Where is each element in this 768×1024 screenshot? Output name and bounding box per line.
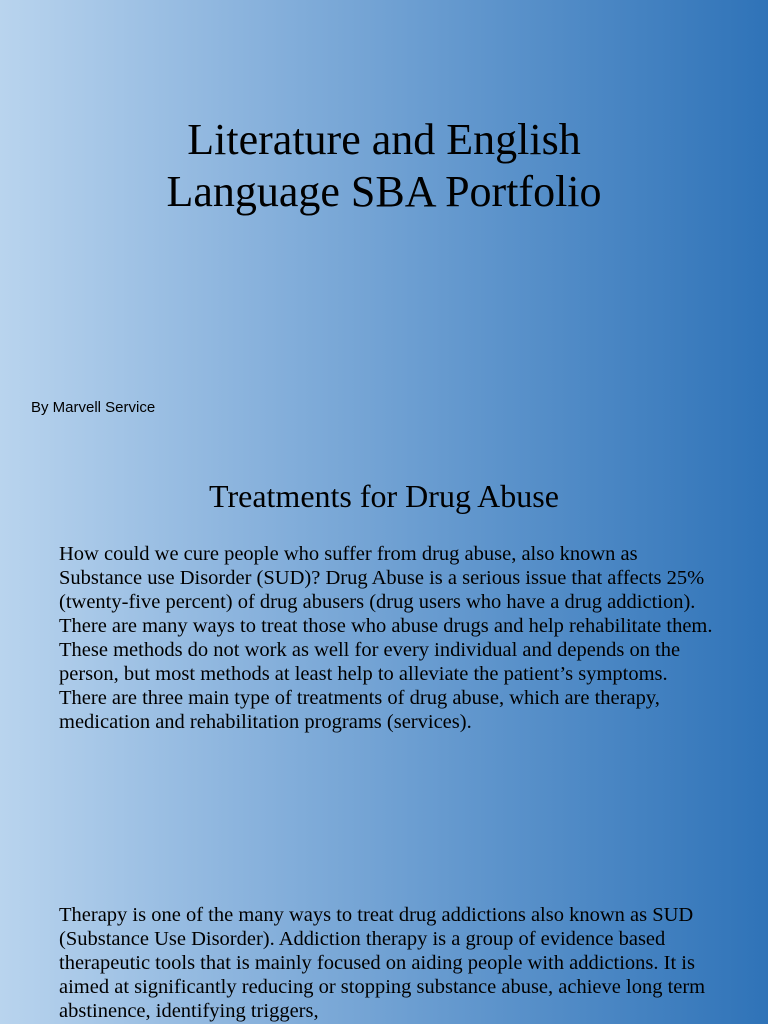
section-heading: Treatments for Drug Abuse: [209, 478, 559, 514]
title-line-2: Language SBA Portfolio: [166, 167, 602, 216]
title-line-1: Literature and English: [187, 115, 581, 164]
body-paragraph-1: How could we cure people who suffer from drug abuse, also known as Substance use Disorder (SUD)? Drug Abuse is a serious issue that affects 25% (twenty-five percent) of drug abusers (drug users who have a drug addiction). There are many ways to treat those who abuse drugs and help rehabilitate them. These methods do not work as well for every individual and depends on the person, but most methods at least help to alleviate the patient’s symptoms. There are three main type of treatments of drug abuse, which are therapy, medication and rehabilitation programs (services).: [59, 543, 713, 733]
body-paragraph-2: Therapy is one of the many ways to treat drug addictions also known as SUD (Substance Use Disorder). Addiction therapy is a group of evidence based therapeutic tools that is mainly focused on aiding people with addictions. It is aimed at significantly reducing or stopping substance abuse, achieve long term abstinence, identifying triggers,: [59, 904, 706, 1022]
author-byline: By Marvell Service: [31, 399, 156, 416]
page-title: [0, 114, 768, 218]
